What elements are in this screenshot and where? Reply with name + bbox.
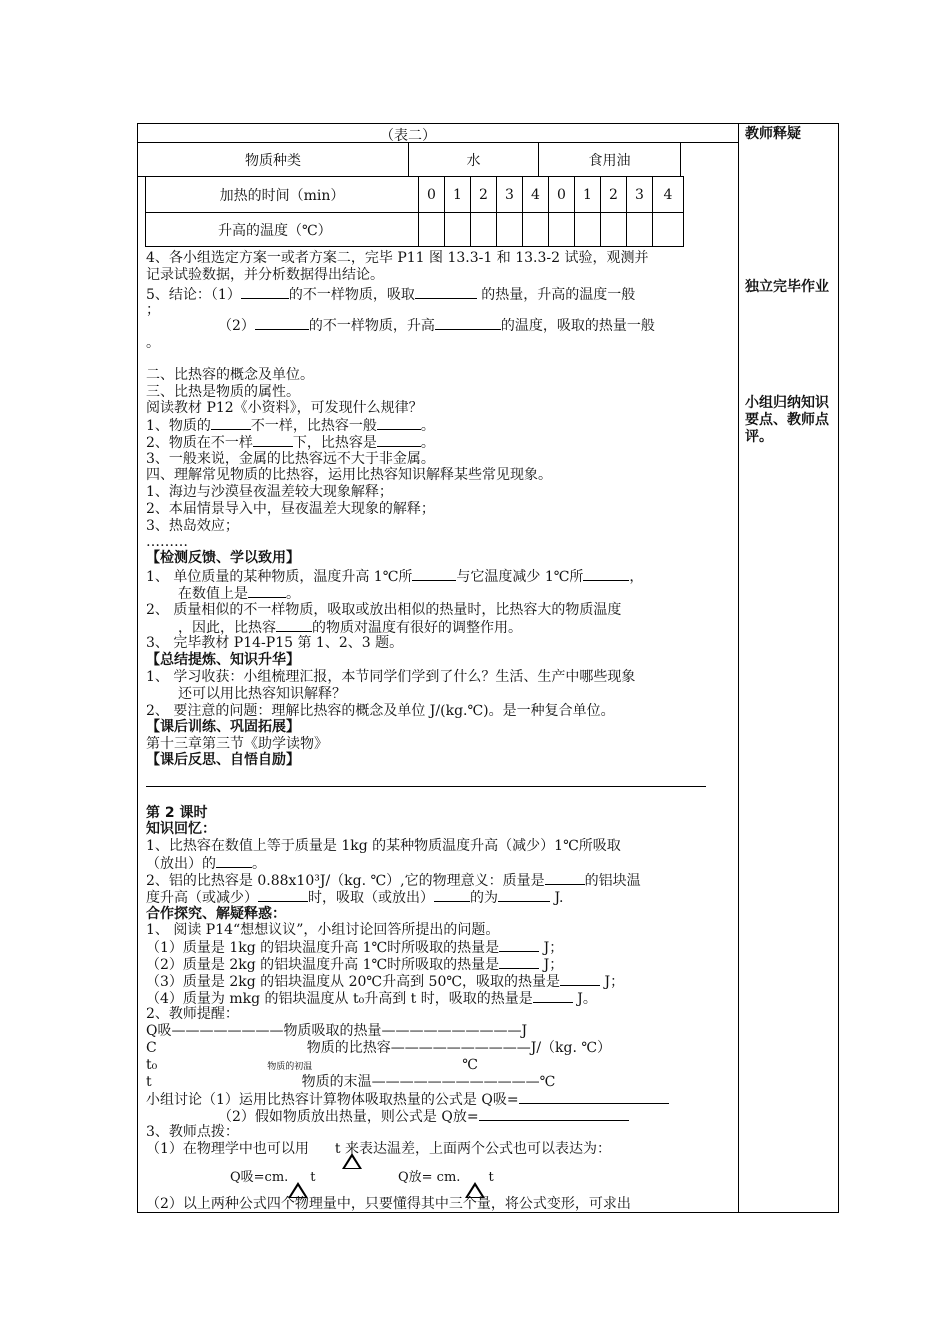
row3-label: 升高的温度（℃） bbox=[146, 213, 419, 247]
recall-1: 1、比热容在数值上等于质量是 1kg 的某种物质温度升高（减少）1℃所吸取 bbox=[146, 838, 621, 854]
phenomenon-1: 1、海边与沙漠昼夜温差较大现象解释； bbox=[146, 484, 393, 500]
explore-2: 2、教师提醒： bbox=[146, 1006, 239, 1022]
check-2-cont: ，因此，比热容 的物质对温度有很好的调整作用。 bbox=[178, 620, 522, 636]
row1-label: 物质种类 bbox=[138, 143, 409, 177]
formula-t0: t₀ 物质的初温 ℃ bbox=[146, 1057, 478, 1073]
time-cell: 4 bbox=[653, 177, 684, 213]
heading-reflection: 【课后反思、自悟自励】 bbox=[146, 752, 300, 768]
check-2: 2、 质量相似的不一样物质，吸取或放出相似的热量时，比热容大的物质温度 bbox=[146, 602, 622, 618]
side-note-independent: 独立完毕作业 bbox=[745, 279, 829, 295]
conclusion-1: 5、结论：（1） 的不一样物质，吸取 的热量，升高的温度一般 bbox=[146, 287, 636, 303]
time-cell: 3 bbox=[497, 177, 523, 213]
formula-c: C 物质的比热容——————————J/（kg. ℃） bbox=[146, 1040, 612, 1056]
section-2: 二、比热容的概念及单位。 bbox=[146, 367, 314, 383]
lesson-2-title: 第 2 课时 bbox=[146, 805, 208, 821]
conclusion-1-end: ； bbox=[146, 302, 160, 318]
water-header: 水 bbox=[409, 143, 539, 177]
read-prompt: 阅读教材 P12《小资料》，可发现什么规律？ bbox=[146, 400, 423, 416]
ellipsis: ……… bbox=[146, 534, 188, 550]
formula-q: Q吸————————物质吸取的热量——————————J bbox=[146, 1023, 528, 1039]
summary-1-cont: 还可以用比热容知识解释？ bbox=[178, 686, 346, 702]
time-cell: 0 bbox=[419, 177, 445, 213]
formula-absorb: Q吸=cm. t bbox=[230, 1170, 316, 1185]
check-1-cont: 在数值上是 。 bbox=[178, 586, 300, 602]
time-cell: 2 bbox=[471, 177, 497, 213]
explore-1d: （4）质量为 mkg 的铝块温度从 t₀升高到 t 时，吸取的热量是 J。 bbox=[146, 991, 597, 1007]
recall-2: 2、铝的比热容是 0.88x10³J/（kg. ℃）,它的物理意义：质量是 的铝块温 bbox=[146, 873, 641, 889]
recall-1-cont: （放出）的 。 bbox=[146, 856, 266, 872]
time-cell: 1 bbox=[575, 177, 601, 213]
step4-line2: 记录试验数据，并分析数据得出结论。 bbox=[146, 267, 384, 283]
formula-release: Q放= cm. t bbox=[398, 1170, 494, 1185]
delta-icon bbox=[342, 1153, 362, 1169]
side-note-group: 小组归纳知识要点、教师点评。 bbox=[745, 395, 829, 445]
explore-heading: 合作探究、解疑释惑： bbox=[146, 906, 286, 922]
phenomenon-2: 2、本届情景导入中，昼夜温差大现象的解释； bbox=[146, 501, 435, 517]
time-cell: 2 bbox=[601, 177, 627, 213]
recall-heading: 知识回忆： bbox=[146, 821, 216, 837]
conclusion-2-end: 。 bbox=[146, 335, 160, 351]
summary-1: 1、 学习收获：小组梳理汇报，本节同学们学到了什么？生活、生产中哪些现象 bbox=[146, 669, 636, 685]
check-1: 1、 单位质量的某种物质，温度升高 1℃所 与它温度减少 1℃所 ， bbox=[146, 569, 644, 585]
rule-3: 3、一般来说，金属的比热容远不大于非金属。 bbox=[146, 451, 435, 467]
section-3: 三、比热是物质的属性。 bbox=[146, 384, 300, 400]
discussion-1: 小组讨论（1）运用比热容计算物体吸取热量的公式是 Q吸= bbox=[146, 1091, 669, 1108]
heading-feedback: 【检测反馈、学以致用】 bbox=[146, 550, 300, 566]
summary-2: 2、 要注意的问题：理解比热容的概念及单位 J/(kg.℃)。是一种复合单位。 bbox=[146, 703, 615, 719]
explore-1b: （2）质量是 2kg 的铝块温度升高 1℃时所吸取的热量是 J； bbox=[146, 957, 564, 973]
practice-item: 第十三章第三节《助学读物》 bbox=[146, 736, 328, 752]
explore-1a: （1）质量是 1kg 的铝块温度升高 1℃时所吸取的热量是 J； bbox=[146, 940, 564, 956]
check-3: 3、 完毕教材 P14-P15 第 1、2、3 题。 bbox=[146, 635, 404, 651]
discussion-2: （2）假如物质放出热量，则公式是 Q放= bbox=[218, 1108, 629, 1125]
column-divider bbox=[738, 123, 739, 1213]
formula-t: t 物质的末温————————————℃ bbox=[146, 1074, 556, 1090]
tip-heading: 3、教师点拨： bbox=[146, 1124, 239, 1140]
time-cell: 0 bbox=[549, 177, 575, 213]
reflection-line bbox=[146, 786, 706, 787]
table-caption: （表二） bbox=[380, 128, 436, 144]
step4-line1: 4、各小组选定方案一或者方案二，完毕 P11 图 13.3-1 和 13.3-2 试验，观测并 bbox=[146, 250, 649, 266]
time-cell: 4 bbox=[523, 177, 549, 213]
rule-1: 1、物质的 不一样，比热容一般 。 bbox=[146, 418, 435, 434]
table2-body bbox=[145, 176, 684, 247]
section-4: 四、理解常见物质的比热容，运用比热容知识解释某些常见现象。 bbox=[146, 467, 552, 483]
conclusion-2: （2） 的不一样物质，升高 的温度，吸取的热量一般 bbox=[218, 318, 655, 334]
explore-1c: （3）质量是 2kg 的铝块温度从 20℃升高到 50℃，吸取的热量是 J； bbox=[146, 974, 625, 990]
explore-1: 1、 阅读 P14“想想议议”，小组讨论回答所提出的问题。 bbox=[146, 922, 500, 938]
recall-2-cont: 度升高（或减少） 时，吸取（或放出） 的为 J. bbox=[146, 890, 564, 906]
row2-label: 加热的时间（min） bbox=[146, 177, 419, 213]
table2-header bbox=[137, 142, 681, 177]
heading-practice: 【课后训练、巩固拓展】 bbox=[146, 719, 300, 735]
tip-2: （2）以上两种公式四个物理量中，只要懂得其中三个量，将公式变形，可求出 bbox=[146, 1196, 631, 1212]
time-cell: 3 bbox=[627, 177, 653, 213]
heading-summary: 【总结提炼、知识升华】 bbox=[146, 652, 300, 668]
phenomenon-3: 3、热岛效应； bbox=[146, 518, 239, 534]
side-note-teacher: 教师释疑 bbox=[745, 126, 801, 142]
rule-2: 2、物质在不一样 下，比热容是 。 bbox=[146, 435, 435, 451]
time-cell: 1 bbox=[445, 177, 471, 213]
tip-1: （1）在物理学中也可以用 t 来表达温差，上面两个公式也可以表达为： bbox=[146, 1141, 611, 1157]
oil-header: 食用油 bbox=[539, 143, 681, 177]
